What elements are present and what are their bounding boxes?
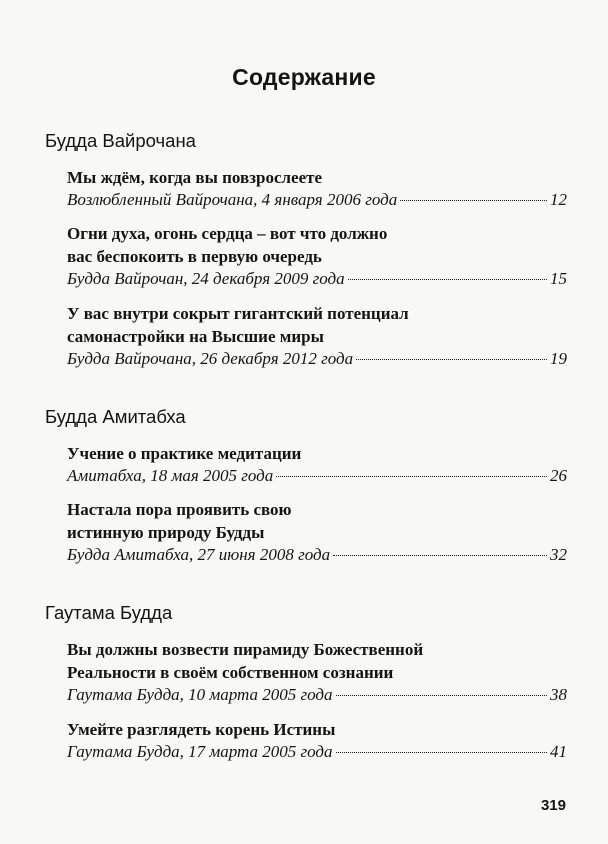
entry-title-line: У вас внутри сокрыт гигантский потенциал xyxy=(67,304,409,323)
entry-page-number: 26 xyxy=(550,466,567,485)
page-title: Содержание xyxy=(232,64,376,90)
entry-page-number: 38 xyxy=(550,685,567,704)
dot-leader xyxy=(336,752,547,753)
entry-source-row xyxy=(67,348,567,370)
entry-source-row xyxy=(67,684,567,706)
toc-entry[interactable] xyxy=(67,638,567,706)
entry-page-number: 15 xyxy=(550,269,567,288)
entry-page-number: 41 xyxy=(550,742,567,761)
entry-source: Будда Вайрочана, 26 декабря 2012 года xyxy=(67,349,354,368)
toc-entry[interactable] xyxy=(67,166,567,211)
entry-source: Будда Вайрочан, 24 декабря 2009 года xyxy=(67,269,345,288)
entry-source-row xyxy=(67,189,567,211)
entry-page-number: 12 xyxy=(550,190,567,209)
entry-title-line: истинную природу Будды xyxy=(67,523,265,542)
dot-leader xyxy=(276,476,547,477)
entry-source: Амитабха, 18 мая 2005 года xyxy=(67,466,274,485)
dot-leader xyxy=(336,695,547,696)
entry-title-line: вас беспокоить в первую очередь xyxy=(67,247,322,266)
entry-source-row xyxy=(67,465,567,487)
entry-source: Будда Амитабха, 27 июня 2008 года xyxy=(67,545,331,564)
toc-entry[interactable] xyxy=(67,718,567,763)
entry-title-line: Настала пора проявить свою xyxy=(67,500,292,519)
section-heading-gautama: Гаутама Будда xyxy=(45,602,173,623)
section-heading-vairochana: Будда Вайрочана xyxy=(45,130,196,151)
dot-leader xyxy=(333,555,547,556)
entry-title-line: Умейте разглядеть корень Истины xyxy=(67,720,336,739)
entry-title-line: самонастройки на Высшие миры xyxy=(67,327,324,346)
entry-page-number: 32 xyxy=(550,545,567,564)
toc-entry[interactable] xyxy=(67,222,567,290)
toc-entry[interactable] xyxy=(67,302,567,370)
entry-page-number: 19 xyxy=(550,349,567,368)
toc-entry[interactable] xyxy=(67,498,567,566)
toc-entry[interactable] xyxy=(67,442,567,487)
dot-leader xyxy=(356,359,547,360)
entry-title-line: Мы ждём, когда вы повзрослеете xyxy=(67,168,323,187)
entry-source: Гаутама Будда, 10 марта 2005 года xyxy=(67,685,333,704)
section-heading-amitabha: Будда Амитабха xyxy=(45,406,186,427)
page-number-folio: 319 xyxy=(540,797,566,814)
entry-source-row xyxy=(67,741,567,763)
entry-source-row xyxy=(67,544,567,566)
dot-leader xyxy=(400,200,547,201)
entry-source: Гаутама Будда, 17 марта 2005 года xyxy=(67,742,333,761)
entry-title-line: Учение о практике медитации xyxy=(67,444,302,463)
entry-source: Возлюбленный Вайрочана, 4 января 2006 года xyxy=(67,190,398,209)
entry-title-line: Реальности в своём собственном сознании xyxy=(67,663,394,682)
dot-leader xyxy=(348,279,547,280)
entry-source-row xyxy=(67,268,567,290)
entry-title-line: Огни духа, огонь сердца – вот что должно xyxy=(67,224,388,243)
entry-title-line: Вы должны возвести пирамиду Божественной xyxy=(67,640,424,659)
